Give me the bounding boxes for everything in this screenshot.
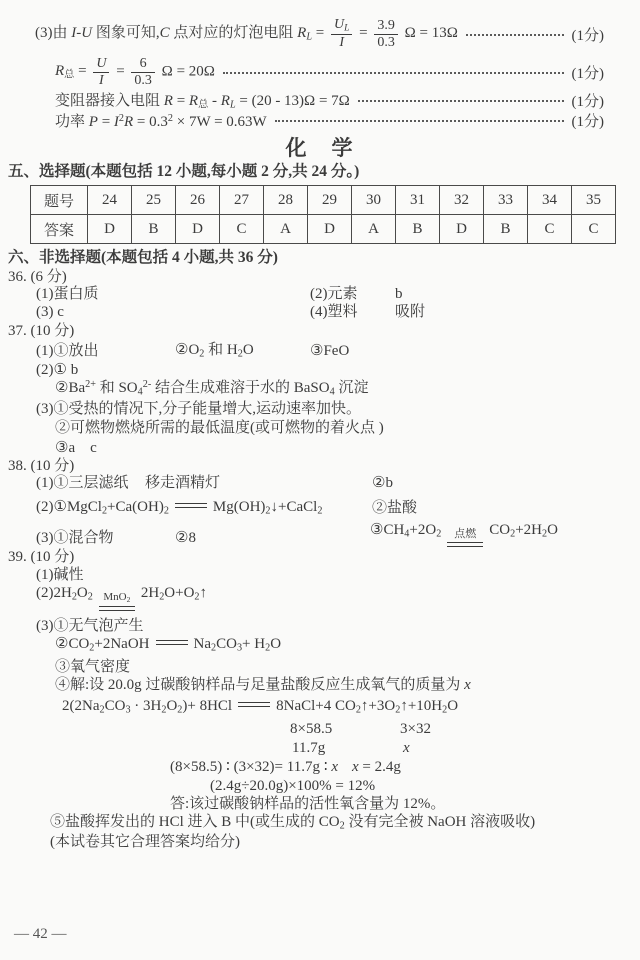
equation-right: $Na_2CO_3+ H_2O$ bbox=[193, 636, 282, 654]
table-cell: B bbox=[484, 215, 528, 244]
answer-text: (3)①无气泡产生 bbox=[36, 618, 144, 634]
work-value: 11.7g bbox=[292, 740, 326, 756]
equation-left: $②CO_2+2NaOH$ bbox=[55, 636, 150, 654]
work-value: (2.4g÷20.0g)×100% = 12% bbox=[210, 778, 376, 794]
chemistry-section-title: 化 学 bbox=[285, 136, 355, 160]
fraction-denominator: I bbox=[99, 72, 104, 88]
section-5-heading: 五、选择题(本题包括 12 小题,每小题 2 分,共 24 分。) bbox=[8, 163, 360, 180]
physics-formula-3: 变阻器接入电阻 $R = R_总 - R_L = (20 - 13)\Omega = 7\Omega$ bbox=[55, 93, 350, 111]
equation-right: $CO_2+2H_2O$ bbox=[489, 521, 558, 540]
table-cell: C bbox=[528, 215, 572, 244]
physics-answer-line-3 bbox=[55, 90, 604, 110]
chem-equation bbox=[36, 585, 208, 604]
answer-text: (3)①受热的情况下,分子能量增大,运动速率加快。 bbox=[36, 401, 361, 417]
q37-answer-row-3 bbox=[55, 379, 640, 400]
q38-answer-row-3 bbox=[0, 518, 640, 548]
answer-text: 移走酒精灯 bbox=[145, 475, 221, 491]
score-label: (1分) bbox=[571, 113, 604, 130]
table-cell: 30 bbox=[352, 186, 396, 215]
table-cell: 26 bbox=[176, 186, 220, 215]
q39-answer-row-5 bbox=[55, 658, 640, 676]
answer-text: (3)①混合物 bbox=[36, 530, 114, 546]
answer-text: b bbox=[395, 286, 403, 302]
q39-work-row-molar-mass bbox=[0, 721, 640, 739]
equals-double-line-with-condition bbox=[447, 528, 483, 547]
grading-note bbox=[50, 833, 640, 851]
answer-text: ③氧气密度 bbox=[55, 659, 131, 675]
table-cell: C bbox=[572, 215, 616, 244]
fraction bbox=[331, 17, 352, 50]
table-cell: 35 bbox=[572, 186, 616, 215]
answer-text: (2)① b bbox=[36, 362, 79, 378]
formula-text: $R_总$ = bbox=[55, 63, 87, 81]
fraction bbox=[374, 18, 398, 50]
table-cell: C bbox=[220, 215, 264, 244]
q39-answer-row-5b bbox=[50, 813, 640, 833]
q37-answer-row-6 bbox=[55, 439, 640, 457]
answer-text: ②盐酸 bbox=[372, 500, 418, 516]
double-line bbox=[99, 606, 135, 611]
fraction-denominator: 0.3 bbox=[377, 34, 395, 50]
answer-text: ②b bbox=[372, 475, 393, 491]
score-label: (1分) bbox=[571, 65, 604, 82]
work-value: 8×58.5 bbox=[290, 721, 333, 737]
answer-text: ③FeO bbox=[310, 343, 350, 359]
dotted-leader bbox=[466, 34, 564, 36]
dotted-leader bbox=[275, 120, 564, 122]
equation-right: 8NaCl+4 $CO_2↑+3O_2↑+10H_2O$ bbox=[276, 698, 459, 716]
reaction-condition: 点燃 bbox=[454, 527, 477, 540]
q39-work-row-percent bbox=[210, 777, 640, 795]
table-row-answers bbox=[31, 215, 616, 244]
question-39-heading: 39. (10 分) bbox=[8, 549, 75, 565]
work-value: (8×58.5) ∶ (3×32)= 11.7g ∶ x bbox=[170, 759, 339, 775]
q37-answer-row-5 bbox=[55, 419, 640, 439]
chem-equation bbox=[370, 520, 558, 547]
question-36-heading: 36. (6 分) bbox=[8, 269, 67, 285]
double-line bbox=[156, 640, 188, 645]
table-row-question-numbers bbox=[31, 186, 616, 215]
q37-answer-row-1 bbox=[0, 340, 640, 361]
table-cell: 29 bbox=[308, 186, 352, 215]
double-line bbox=[175, 503, 207, 508]
table-cell: 33 bbox=[484, 186, 528, 215]
question-37-heading: 37. (10 分) bbox=[8, 323, 75, 339]
table-cell: B bbox=[132, 215, 176, 244]
fraction bbox=[93, 56, 109, 88]
answer-text: (1)蛋白质 bbox=[36, 286, 99, 302]
physics-formula-4: 功率 $P = I^2R = 0.3^2 \times 7W = 0.63W$ bbox=[55, 112, 267, 130]
equals-double-line bbox=[238, 702, 270, 707]
answer-text: (1)碱性 bbox=[36, 567, 84, 583]
equation-right: $Mg(OH)_2↓+CaCl_2$ bbox=[212, 499, 323, 517]
answer-text: (本试卷其它合理答案均给分) bbox=[50, 834, 240, 850]
answer-text: ④解:设 20.0g 过碳酸钠样品与足量盐酸反应生成氧气的质量为 x bbox=[55, 677, 471, 693]
reaction-condition: MnO$_2$ bbox=[103, 591, 131, 604]
table-cell: D bbox=[88, 215, 132, 244]
answer-text: ⑤盐酸挥发出的 HCl 进入 B 中(或生成的 $CO_2$ 没有完全被 NaOH 溶液吸收) bbox=[50, 814, 536, 832]
answer-text: 吸附 bbox=[395, 304, 426, 320]
physics-answer-line-2 bbox=[55, 54, 604, 90]
q38-answer-row-1 bbox=[0, 475, 640, 493]
score-label: (1分) bbox=[571, 27, 604, 44]
answer-text: 答:该过碳酸钠样品的活性氧含量为 12%。 bbox=[170, 796, 446, 812]
table-cell: D bbox=[308, 215, 352, 244]
q38-answer-row-2 bbox=[0, 493, 640, 518]
equation-left: $③CH_4+2O_2$ bbox=[370, 521, 442, 540]
page-number: — 42 — bbox=[14, 926, 67, 942]
equation-left: $2(2Na_2CO_3 \cdot 3H_2O_2)+ 8HCl$ bbox=[62, 698, 233, 716]
answer-text: (4)塑料 bbox=[310, 304, 358, 320]
table-cell: B bbox=[396, 215, 440, 244]
equation-left: $(2)2H_2O_2$ bbox=[36, 585, 93, 603]
fraction-numerator: $U_L$ bbox=[331, 17, 352, 35]
formula-text: = bbox=[116, 63, 125, 80]
fraction-numerator: U bbox=[93, 56, 109, 72]
table-header-question: 题号 bbox=[31, 186, 88, 215]
table-header-answer: 答案 bbox=[31, 215, 88, 244]
table-cell: 25 bbox=[132, 186, 176, 215]
equation-right: $2H_2O+O_2↑$ bbox=[140, 585, 208, 603]
score-label: (1分) bbox=[571, 93, 604, 110]
table-cell: 31 bbox=[396, 186, 440, 215]
answer-text: $②Ba^{2+}$ 和 $SO_4^{2-}$ 结合生成难溶于水的 BaSO$_4$ 沉淀 bbox=[55, 379, 369, 398]
section-6-heading: 六、非选择题(本题包括 4 小题,共 36 分) bbox=[8, 249, 278, 266]
q36-answer-row-2 bbox=[0, 304, 640, 322]
work-value: x = 2.4g bbox=[352, 759, 401, 775]
equals-double-line bbox=[175, 503, 207, 508]
q39-answer-row-1 bbox=[36, 566, 640, 584]
chem-equation bbox=[55, 636, 281, 652]
multiple-choice-answer-table bbox=[30, 185, 616, 244]
physics-formula-2 bbox=[55, 56, 215, 88]
fraction-numerator: 3.9 bbox=[374, 18, 398, 34]
table-cell: A bbox=[352, 215, 396, 244]
fraction-numerator: 6 bbox=[131, 56, 155, 72]
table-cell: 24 bbox=[88, 186, 132, 215]
q39-work-row-proportion bbox=[0, 758, 640, 777]
answer-text: (1)①三层滤纸 bbox=[36, 475, 129, 491]
work-value: 3×32 bbox=[400, 721, 431, 737]
answer-text: (2)元素 bbox=[310, 286, 358, 302]
fraction bbox=[131, 56, 155, 88]
q39-answer-row-3 bbox=[36, 617, 640, 635]
chem-equation bbox=[62, 698, 458, 714]
equals-double-line-with-condition bbox=[99, 591, 135, 611]
chem-equation bbox=[36, 497, 322, 517]
equals-double-line bbox=[156, 640, 188, 645]
double-line bbox=[238, 702, 270, 707]
q39-answer-row-2 bbox=[36, 584, 640, 617]
double-line bbox=[447, 542, 483, 547]
answer-text: ③a c bbox=[55, 440, 97, 456]
q39-equation-row bbox=[62, 697, 640, 721]
answer-text: (3) c bbox=[36, 304, 64, 320]
formula-text: Ω = 13Ω bbox=[404, 25, 458, 42]
q39-answer-row-4 bbox=[55, 635, 640, 658]
answer-text: (1)①放出 bbox=[36, 343, 99, 359]
work-value: x bbox=[403, 740, 410, 756]
q39-answer-row-6 bbox=[55, 676, 640, 697]
table-cell: A bbox=[264, 215, 308, 244]
question-38-heading: 38. (10 分) bbox=[8, 458, 75, 474]
table-cell: 32 bbox=[440, 186, 484, 215]
dotted-leader bbox=[223, 72, 564, 74]
formula-text: = bbox=[359, 25, 368, 42]
physics-answer-line-1 bbox=[35, 14, 604, 54]
table-cell: 28 bbox=[264, 186, 308, 215]
q39-work-row-mass bbox=[0, 739, 640, 758]
physics-formula-1 bbox=[35, 17, 458, 50]
q37-answer-row-4 bbox=[36, 400, 640, 419]
table-cell: D bbox=[176, 215, 220, 244]
table-cell: 27 bbox=[220, 186, 264, 215]
dotted-leader bbox=[358, 100, 564, 102]
q39-answer-sentence bbox=[170, 795, 640, 813]
table-cell: 34 bbox=[528, 186, 572, 215]
equation-left: $(2)①MgCl_2+Ca(OH)_2$ bbox=[36, 499, 169, 517]
physics-answer-line-4 bbox=[55, 110, 604, 130]
fraction-denominator: 0.3 bbox=[134, 72, 152, 88]
answer-text: ②8 bbox=[175, 530, 196, 546]
fraction-denominator: I bbox=[339, 35, 344, 51]
formula-text: (3)由 I-U 图象可知,C 点对应的灯泡电阻 $R_L$ = bbox=[35, 25, 325, 43]
formula-text: Ω = 20Ω bbox=[161, 63, 215, 80]
answer-text: $②O_2$ 和 $H_2O$ bbox=[175, 342, 254, 360]
answer-text: ②可燃物燃烧所需的最低温度(或可燃物的着火点 ) bbox=[55, 420, 384, 436]
q37-answer-row-2 bbox=[36, 361, 640, 379]
table-cell: D bbox=[440, 215, 484, 244]
